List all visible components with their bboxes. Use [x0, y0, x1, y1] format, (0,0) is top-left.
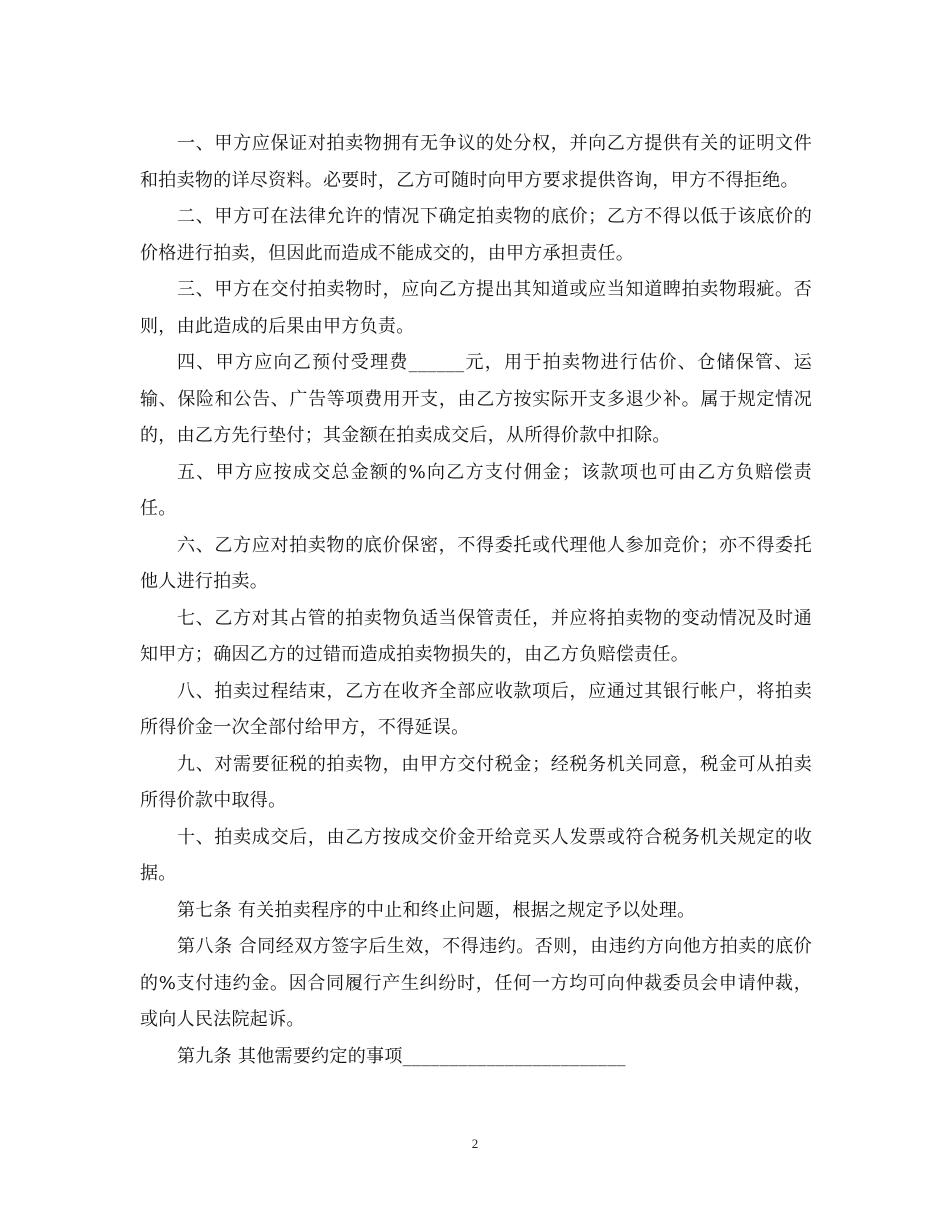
article-7-paragraph: 第七条 有关拍卖程序的中止和终止问题，根据之规定予以处理。 [177, 899, 696, 921]
clause-paragraph-8: 八、拍卖过程结束，乙方在收齐全部应收款项后，应通过其银行帐户，将拍卖所得价金一次全部付给甲方，不得延误。 [140, 680, 812, 738]
article-8-paragraph: 第八条 合同经双方签字后生效，不得违约。否则，由违约方向他方拍卖的底价的%支付违约金。因合同履行产生纠纷时，任何一方均可向仲裁委员会申请仲裁，或向人民法院起诉。 [140, 936, 812, 1030]
page-number: 2 [471, 1136, 479, 1151]
clause-paragraph-6: 六、乙方应对拍卖物的底价保密，不得委托或代理他人参加竞价；亦不得委托他人进行拍卖。 [140, 534, 812, 592]
document-body [140, 126, 812, 1075]
clause-paragraph-1: 一、甲方应保证对拍卖物拥有无争议的处分权，并向乙方提供有关的证明文件和拍卖物的详尽资料。必要时，乙方可随时向甲方要求提供咨询，甲方不得拒绝。 [140, 133, 812, 191]
clause-paragraph-3: 三、甲方在交付拍卖物时，应向乙方提出其知道或应当知道睥拍卖物瑕疵。否则，由此造成的后果由甲方负责。 [140, 279, 812, 337]
clause-paragraph-7: 七、乙方对其占管的拍卖物负适当保管责任，并应将拍卖物的变动情况及时通知甲方；确因乙方的过错而造成拍卖物损失的，由乙方负赔偿责任。 [140, 607, 812, 665]
clause-paragraph-9: 九、对需要征税的拍卖物，由甲方交付税金；经税务机关同意，税金可从拍卖所得价款中取得。 [140, 753, 812, 811]
article-9-paragraph: 第九条 其他需要约定的事项________________________ [177, 1045, 626, 1067]
clause-paragraph-5: 五、甲方应按成交总金额的%向乙方支付佣金；该款项也可由乙方负赔偿责任。 [140, 461, 812, 519]
clause-paragraph-10: 十、拍卖成交后，由乙方按成交价金开给竞买人发票或符合税务机关规定的收据。 [140, 826, 812, 884]
clause-paragraph-2: 二、甲方可在法律允许的情况下确定拍卖物的底价；乙方不得以低于该底价的价格进行拍卖，但因此而造成不能成交的，由甲方承担责任。 [140, 206, 812, 264]
clause-paragraph-4: 四、甲方应向乙预付受理费______元，用于拍卖物进行估价、仓储保管、运输、保险和公告、广告等项费用开支，由乙方按实际开支多退少补。属于规定情况的，由乙方先行垫付；其金额在拍卖成交后，从所得价款中扣除。 [140, 352, 812, 446]
